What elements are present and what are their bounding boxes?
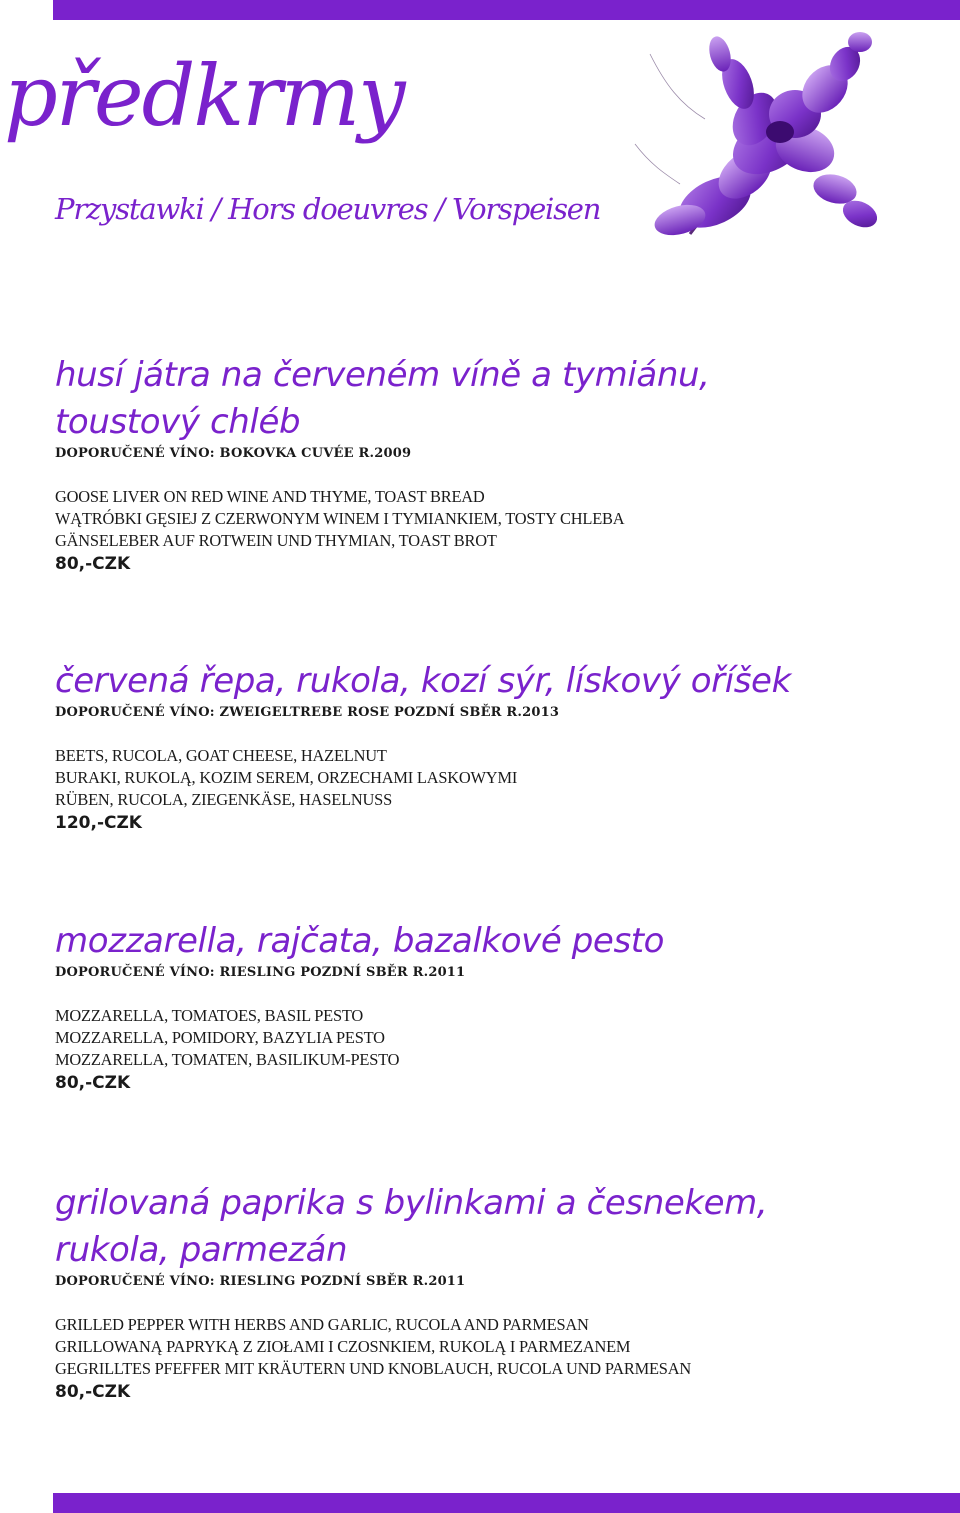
price: 80,-CZK (55, 1073, 131, 1093)
dish-name (55, 918, 935, 965)
translation-en: MOZZARELLA, TOMATOES, BASIL PESTO (55, 1006, 364, 1025)
dish-name-line: rukola, parmezán (55, 1230, 348, 1270)
translation-de: MOZZARELLA, TOMATEN, BASILIKUM-PESTO (55, 1050, 400, 1069)
translation-pl: BURAKI, RUKOLĄ, KOZIM SEREM, ORZECHAMI LASKOWYMI (55, 768, 518, 787)
dish-name (55, 1180, 935, 1274)
top-accent-bar (53, 0, 960, 20)
translation-de: GÄNSELEBER AUF ROTWEIN UND THYMIAN, TOAST BROT (55, 531, 497, 550)
menu-item (55, 918, 935, 1096)
translations (55, 486, 935, 552)
menu-item (55, 352, 935, 577)
wine-recommendation: DOPORUČENÉ VÍNO: BOKOVKA CUVÉE R.2009 (55, 446, 412, 461)
bottom-accent-bar (53, 1493, 960, 1513)
menu-item (55, 658, 935, 836)
price: 120,-CZK (55, 813, 142, 833)
dish-name-line: červená řepa, rukola, kozí sýr, lískový oříšek (55, 661, 791, 701)
dish-name-line: toustový chléb (55, 402, 301, 442)
dish-name-line: grilovaná paprika s bylinkami a česnekem, (55, 1183, 768, 1223)
dish-name (55, 658, 935, 705)
translation-en: GRILLED PEPPER WITH HERBS AND GARLIC, RUCOLA AND PARMESAN (55, 1315, 589, 1334)
translations (55, 1005, 935, 1071)
price: 80,-CZK (55, 554, 131, 574)
lavender-flower-image (620, 24, 885, 242)
translation-en: GOOSE LIVER ON RED WINE AND THYME, TOAST BREAD (55, 487, 485, 506)
translation-de: GEGRILLTES PFEFFER MIT KRÄUTERN UND KNOBLAUCH, RUCOLA UND PARMESAN (55, 1359, 691, 1378)
page-subtitle: Przystawki / Hors doeuvres / Vorspeisen (55, 192, 601, 226)
page-title: předkrmy (4, 47, 404, 145)
wine-recommendation: DOPORUČENÉ VÍNO: RIESLING POZDNÍ SBĚR R.2011 (55, 965, 466, 980)
translation-en: BEETS, RUCOLA, GOAT CHEESE, HAZELNUT (55, 746, 387, 765)
translations (55, 1314, 935, 1380)
dish-name (55, 352, 935, 446)
dish-name-line: mozzarella, rajčata, bazalkové pesto (55, 921, 665, 961)
wine-recommendation: DOPORUČENÉ VÍNO: ZWEIGELTREBE ROSE POZDNÍ SBĚR R.2013 (55, 705, 560, 720)
translation-pl: MOZZARELLA, POMIDORY, BAZYLIA PESTO (55, 1028, 385, 1047)
menu-item (55, 1180, 935, 1405)
translation-pl: WĄTRÓBKI GĘSIEJ Z CZERWONYM WINEM I TYMIANKIEM, TOSTY CHLEBA (55, 509, 625, 528)
price: 80,-CZK (55, 1382, 131, 1402)
wine-recommendation: DOPORUČENÉ VÍNO: RIESLING POZDNÍ SBĚR R.2011 (55, 1274, 466, 1289)
dish-name-line: husí játra na červeném víně a tymiánu, (55, 355, 710, 395)
translations (55, 745, 935, 811)
translation-de: RÜBEN, RUCOLA, ZIEGENKÄSE, HASELNUSS (55, 790, 393, 809)
translation-pl: GRILLOWANĄ PAPRYKĄ Z ZIOŁAMI I CZOSNKIEM, RUKOLĄ I PARMEZANEM (55, 1337, 631, 1356)
